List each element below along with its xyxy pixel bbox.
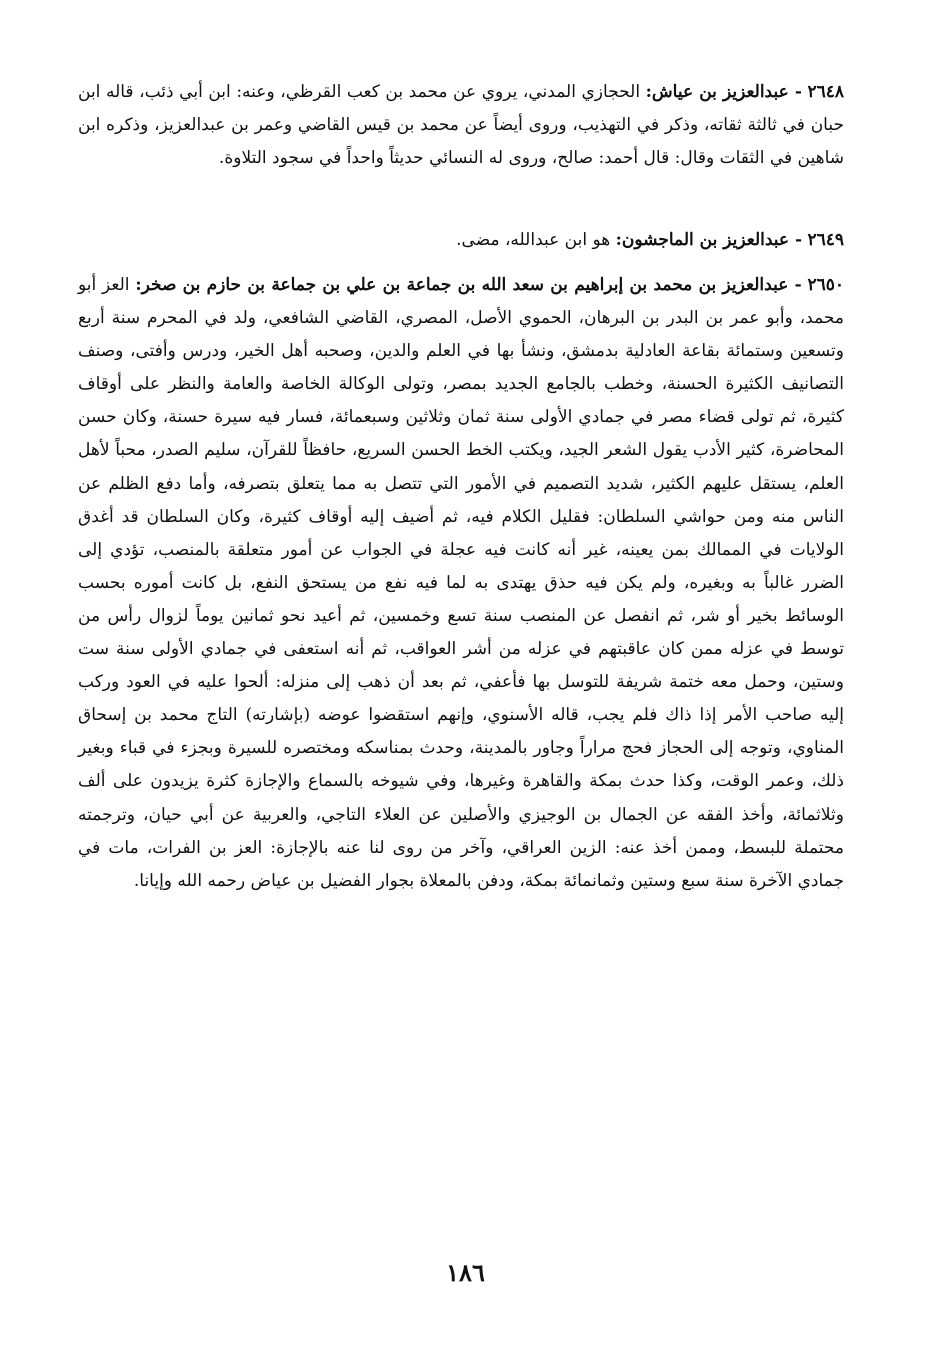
biography-text-block xyxy=(78,76,844,898)
entry-number: ٢٦٤٩ xyxy=(807,230,844,250)
biography-entry-2648 xyxy=(78,76,844,208)
entry-dash: - xyxy=(789,230,803,250)
entry-number: ٢٦٥٠ xyxy=(807,275,845,295)
entry-text: هو ابن عبدالله، مضى. xyxy=(456,230,611,250)
biography-entry-2650 xyxy=(78,269,844,898)
entry-dash: - xyxy=(788,275,802,295)
entry-text: الحجازي المدني، يروي عن محمد بن كعب القرظي، وعنه: ابن أبي ذئب، قاله ابن حبان في ثالثة ثقاته، وذكر في التهذيب، وروى أيضاً عن محمد بن قيس القاضي وعمر بن عبدالعزيز، وذكره ابن شاهين في الثقات وقال: قال أحمد: صالح، وروى له النسائي حديثاً واحداً في سجود التلاوة. xyxy=(78,82,844,169)
entry-number: ٢٦٤٨ xyxy=(807,82,844,102)
entry-name: عبدالعزيز بن الماجشون: xyxy=(615,230,790,250)
page-number: ١٨٦ xyxy=(446,1258,485,1287)
entry-text: العز أبو محمد، وأبو عمر بن البدر بن البرهان، الحموي الأصل، المصري، القاضي الشافعي، ولد في المحرم سنة أربع وتسعين وستمائة بقاعة العادلية بدمشق، ونشأ بها في العلم والدين، وصحبه أهل الخير، ودرس وأفتى، وصنف التصانيف الكثيرة الحسنة، وخطب بالجامع الجديد بمصر، وتولى الوكالة الخاصة والعامة والنظر على أوقاف كثيرة، ثم تولى قضاء مصر في جمادي الأولى سنة ثمان وثلاثين وسبعمائة، فسار فيه سيرة حسنة، وكان حسن المحاضرة، كثير الأدب يقول الشعر الجيد، ويكتب الخط الحسن السريع، حافظاً للقرآن، سليم الصدر، محباً لأهل العلم، يستقل عليهم الكثير، شديد التصميم في الأمور التي تتصل به مما يتعلق بتصرفه، وأما دفع الظلم عن الناس منه ومن حواشي السلطان: فقليل الكلام فيه، ثم أضيف إليه أوقاف كثيرة، وكان السلطان قد أغدق الولايات في الممالك بمن يعينه، غير أنه كانت فيه عجلة في الجواب عن أمور متعلقة بالمنصب، تؤدي إلى الضرر غالباً به وبغيره، ولم يكن فيه حذق يهتدى به لما فيه نفع من يستحق النفع، بل كانت أموره بحسب الوسائط بخير أو شر، ثم انفصل عن المنصب سنة تسع وخمسين، ثم أعيد نحو ثمانين يوماً لزوال رأس من توسط في عزله ممن كان عاقبتهم في عزله من أشر العواقب، ثم أنه استعفى في جمادي الأولى سنة ست وستين، وحمل معه ختمة شريفة للتوسل بها فأعفي، ثم بعد أن ذهب إلى منزله: ألحوا عليه في العود وركب إليه صاحب الأمر إذا ذاك فلم يجب، قاله الأسنوي، وإنهم استقضوا عوضه (بإشارته) التاج محمد بن إسحاق المناوي، وتوجه إلى الحجاز فحج مراراً وجاور بالمدينة، وحدث بمناسكه ومختصره للسيرة وبجزء في قباء وبغير ذلك، وعمر الوقت، وكذا حدث بمكة والقاهرة وغيرها، وفي شيوخه بالسماع والإجازة كثرة يزيدون على ألف وثلاثمائة، وأخذ الفقه عن الجمال بن الوجيزي والأصلين عن العلاء التاجي، والعربية عن أبي حيان، وترجمته محتملة للبسط، وممن أخذ عنه: الزين العراقي، وآخر من روى لنا عنه بالإجازة: العز بن الفرات، مات في جمادي الآخرة سنة سبع وستين وثمانمائة بمكة، ودفن بالمعلاة بجوار الفضيل بن عياض رحمه الله وإيانا. xyxy=(78,275,844,891)
entry-dash: - xyxy=(788,82,802,102)
entry-name: عبدالعزيز بن عياش: xyxy=(645,82,789,102)
entry-name: عبدالعزيز بن محمد بن إبراهيم بن سعد الله بن جماعة بن علي بن جماعة بن حازم بن صخر: xyxy=(135,275,789,295)
biography-entry-2649 xyxy=(78,224,844,257)
